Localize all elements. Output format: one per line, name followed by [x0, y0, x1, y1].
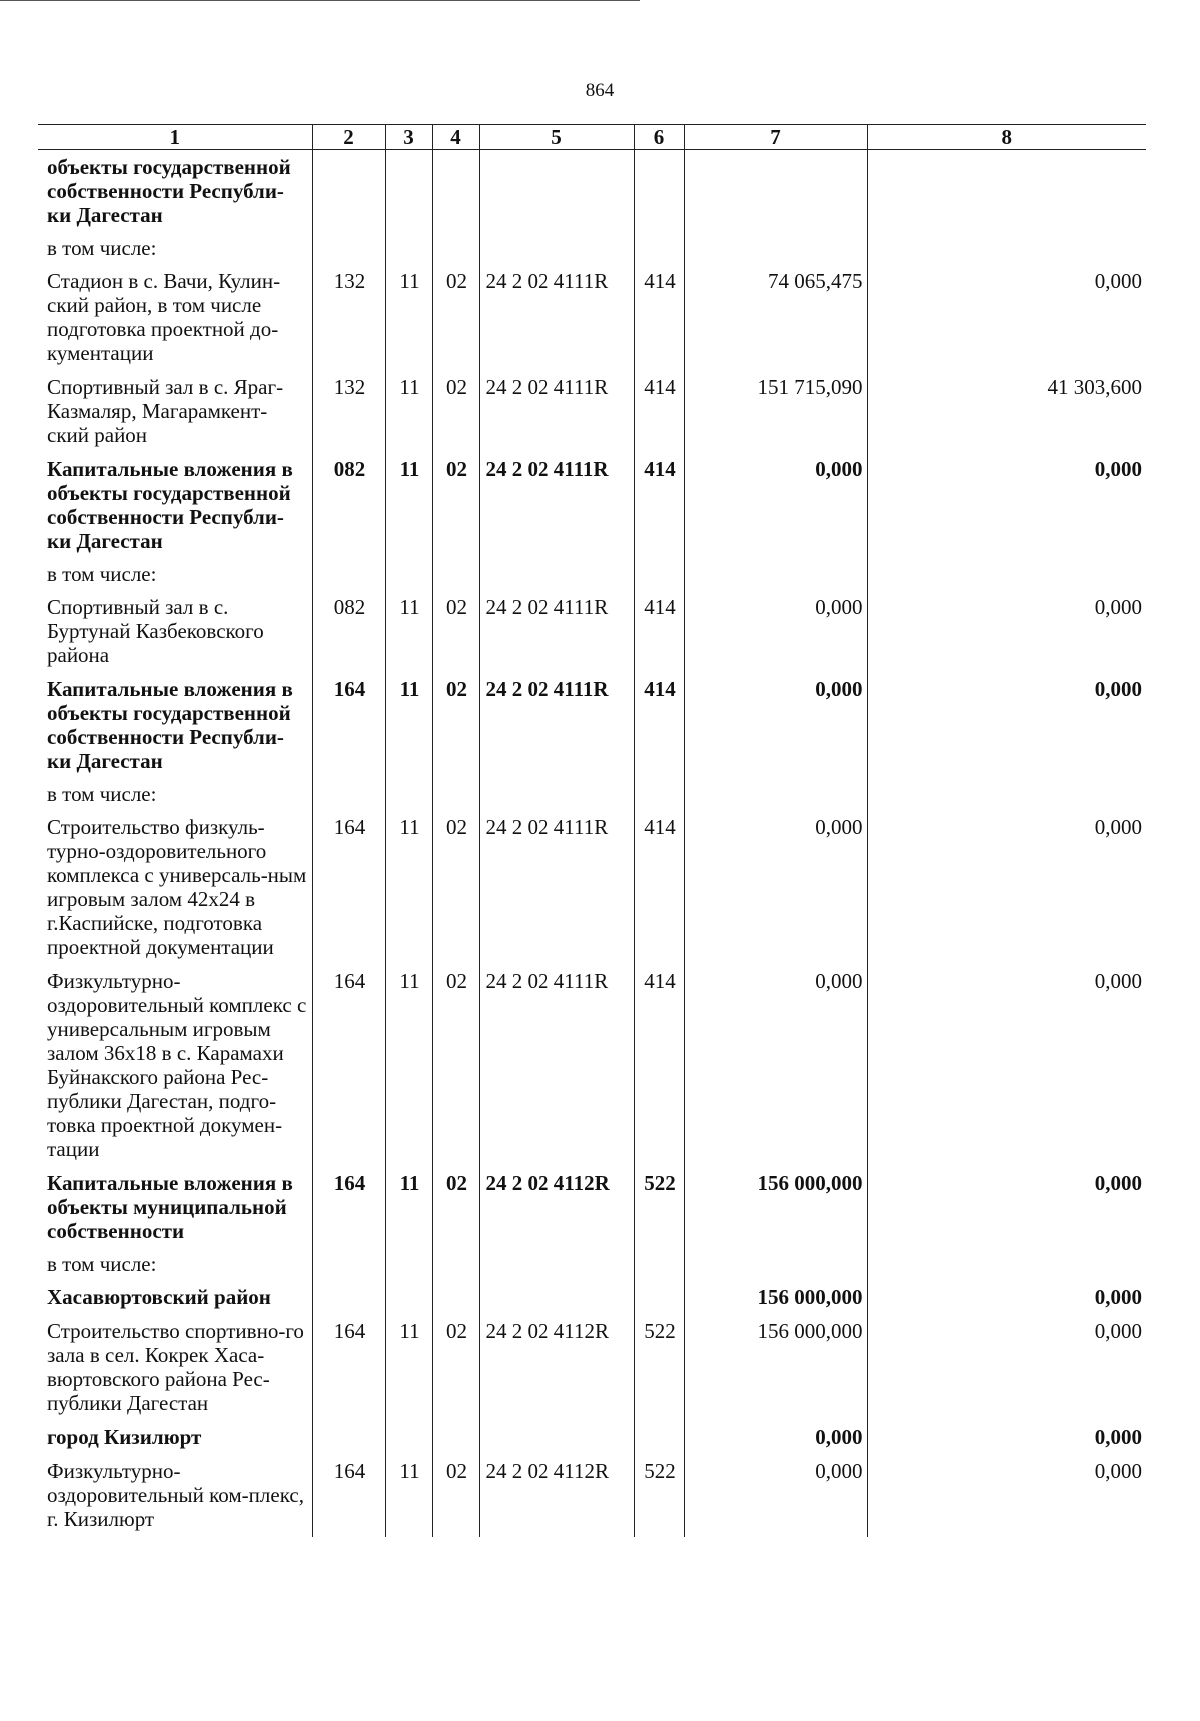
col3-cell: [385, 1420, 432, 1454]
col7-amount-cell: [684, 558, 867, 590]
column-header: 8: [867, 125, 1146, 150]
col4-cell: 02: [432, 672, 479, 778]
col5-cell: 24 2 02 4111R: [479, 590, 634, 672]
col3-cell: [385, 150, 432, 233]
col4-cell: [432, 1420, 479, 1454]
column-header: 1: [38, 125, 312, 150]
col6-cell: 414: [634, 810, 684, 964]
col6-cell: [634, 1420, 684, 1454]
col2-cell: 132: [312, 264, 385, 370]
col7-amount-cell: 0,000: [684, 590, 867, 672]
table-row: [38, 264, 1146, 370]
page-number: 864: [585, 80, 615, 101]
col7-amount-cell: 0,000: [684, 1420, 867, 1454]
col6-cell: [634, 1280, 684, 1314]
col2-cell: [312, 150, 385, 233]
col6-cell: 414: [634, 264, 684, 370]
col6-cell: 414: [634, 672, 684, 778]
col3-cell: [385, 1248, 432, 1280]
column-header: 4: [432, 125, 479, 150]
col2-cell: 164: [312, 964, 385, 1166]
col6-cell: 522: [634, 1166, 684, 1248]
table-row: [38, 672, 1146, 778]
col8-amount-cell: [867, 558, 1146, 590]
col8-amount-cell: 0,000: [867, 672, 1146, 778]
table-row: [38, 778, 1146, 810]
col4-cell: [432, 232, 479, 264]
col2-cell: 164: [312, 672, 385, 778]
col6-cell: [634, 1248, 684, 1280]
col7-amount-cell: 0,000: [684, 964, 867, 1166]
col6-cell: [634, 778, 684, 810]
table-row: [38, 1420, 1146, 1454]
col2-cell: 082: [312, 452, 385, 558]
col4-cell: 02: [432, 964, 479, 1166]
col6-cell: [634, 558, 684, 590]
col3-cell: 11: [385, 1314, 432, 1420]
table-row: [38, 1314, 1146, 1420]
row-name-cell: Спортивный зал в с. Яраг-Казмаляр, Магарамкент-ский район: [47, 375, 284, 447]
column-header: 2: [312, 125, 385, 150]
col3-cell: 11: [385, 452, 432, 558]
row-name-cell: в том числе:: [47, 562, 157, 586]
row-name-cell: в том числе:: [47, 236, 157, 260]
col7-amount-cell: [684, 1248, 867, 1280]
col8-amount-cell: 0,000: [867, 1166, 1146, 1248]
col5-cell: [479, 558, 634, 590]
column-header: 7: [684, 125, 867, 150]
col8-amount-cell: [867, 1248, 1146, 1280]
col4-cell: 02: [432, 810, 479, 964]
col8-amount-cell: [867, 232, 1146, 264]
col3-cell: 11: [385, 810, 432, 964]
col4-cell: 02: [432, 370, 479, 452]
row-name-cell: в том числе:: [47, 1252, 157, 1276]
col2-cell: [312, 558, 385, 590]
col2-cell: 164: [312, 1454, 385, 1537]
column-header: 6: [634, 125, 684, 150]
col6-cell: 414: [634, 590, 684, 672]
row-name-cell: Капитальные вложения в объекты муниципальной собственности: [47, 1171, 293, 1243]
col5-cell: 24 2 02 4111R: [479, 370, 634, 452]
col3-cell: 11: [385, 370, 432, 452]
row-name-cell: Физкультурно-оздоровительный комплекс с универсальным игровым залом 36х18 в с. Карамахи Буйнакского района Рес-публики Дагестан, подго-товка проектной докумен-тации: [47, 969, 307, 1161]
table-row: [38, 964, 1146, 1166]
table-header-row: [38, 125, 1146, 150]
col6-cell: 414: [634, 452, 684, 558]
column-header: 3: [385, 125, 432, 150]
row-name-cell: Хасавюртовский район: [47, 1285, 271, 1309]
col8-amount-cell: 0,000: [867, 264, 1146, 370]
col7-amount-cell: [684, 232, 867, 264]
table-row: [38, 150, 1146, 233]
col3-cell: [385, 232, 432, 264]
col5-cell: 24 2 02 4111R: [479, 810, 634, 964]
col3-cell: 11: [385, 590, 432, 672]
col6-cell: 414: [634, 370, 684, 452]
col4-cell: [432, 1280, 479, 1314]
col5-cell: 24 2 02 4112R: [479, 1166, 634, 1248]
row-name-cell: Капитальные вложения в объекты государственной собственности Республи-ки Дагестан: [47, 457, 293, 553]
col7-amount-cell: 156 000,000: [684, 1166, 867, 1248]
col5-cell: 24 2 02 4111R: [479, 964, 634, 1166]
col5-cell: 24 2 02 4112R: [479, 1314, 634, 1420]
col4-cell: [432, 778, 479, 810]
top-rule: [0, 0, 640, 1]
col8-amount-cell: 0,000: [867, 810, 1146, 964]
col3-cell: 11: [385, 964, 432, 1166]
col6-cell: 414: [634, 964, 684, 1166]
col8-amount-cell: 0,000: [867, 590, 1146, 672]
row-name-cell: объекты государственной собственности Республи-ки Дагестан: [47, 155, 291, 227]
row-name-cell: Стадион в с. Вачи, Кулин-ский район, в том числе подготовка проектной до-кументации: [47, 269, 281, 365]
row-name-cell: город Кизилюрт: [47, 1425, 202, 1449]
col3-cell: 11: [385, 1454, 432, 1537]
col7-amount-cell: 151 715,090: [684, 370, 867, 452]
col2-cell: 164: [312, 1314, 385, 1420]
col6-cell: [634, 232, 684, 264]
table-row: [38, 1454, 1146, 1537]
col8-amount-cell: [867, 150, 1146, 233]
col4-cell: [432, 558, 479, 590]
table-row: [38, 452, 1146, 558]
col8-amount-cell: 0,000: [867, 452, 1146, 558]
col4-cell: 02: [432, 590, 479, 672]
col8-amount-cell: 0,000: [867, 1280, 1146, 1314]
table-row: [38, 810, 1146, 964]
col4-cell: [432, 1248, 479, 1280]
col5-cell: [479, 1248, 634, 1280]
col7-amount-cell: 0,000: [684, 672, 867, 778]
col5-cell: [479, 1280, 634, 1314]
col8-amount-cell: 0,000: [867, 964, 1146, 1166]
col7-amount-cell: 0,000: [684, 1454, 867, 1537]
col3-cell: 11: [385, 672, 432, 778]
col2-cell: 164: [312, 810, 385, 964]
col3-cell: [385, 558, 432, 590]
table-row: [38, 1280, 1146, 1314]
col3-cell: 11: [385, 264, 432, 370]
col5-cell: [479, 778, 634, 810]
table-row: [38, 1248, 1146, 1280]
col2-cell: [312, 232, 385, 264]
col8-amount-cell: 41 303,600: [867, 370, 1146, 452]
col3-cell: [385, 1280, 432, 1314]
col2-cell: 082: [312, 590, 385, 672]
table-row: [38, 558, 1146, 590]
row-name-cell: Капитальные вложения в объекты государственной собственности Республи-ки Дагестан: [47, 677, 293, 773]
column-header: 5: [479, 125, 634, 150]
col7-amount-cell: [684, 778, 867, 810]
col2-cell: [312, 1248, 385, 1280]
col6-cell: 522: [634, 1454, 684, 1537]
table-row: [38, 1166, 1146, 1248]
row-name-cell: Физкультурно-оздоровительный ком-плекс, г. Кизилюрт: [47, 1459, 304, 1531]
table-row: [38, 370, 1146, 452]
col8-amount-cell: 0,000: [867, 1454, 1146, 1537]
col5-cell: [479, 150, 634, 233]
col7-amount-cell: 0,000: [684, 452, 867, 558]
row-name-cell: Спортивный зал в с. Буртунай Казбековского района: [47, 595, 264, 667]
col3-cell: [385, 778, 432, 810]
col4-cell: 02: [432, 1314, 479, 1420]
col5-cell: 24 2 02 4111R: [479, 672, 634, 778]
col5-cell: 24 2 02 4111R: [479, 452, 634, 558]
col2-cell: 132: [312, 370, 385, 452]
budget-table: [38, 124, 1146, 1537]
col7-amount-cell: 156 000,000: [684, 1280, 867, 1314]
row-name-cell: в том числе:: [47, 782, 157, 806]
col7-amount-cell: [684, 150, 867, 233]
col6-cell: 522: [634, 1314, 684, 1420]
table-body: [38, 150, 1146, 1538]
col3-cell: 11: [385, 1166, 432, 1248]
col2-cell: [312, 778, 385, 810]
col4-cell: 02: [432, 264, 479, 370]
table-row: [38, 590, 1146, 672]
col7-amount-cell: 0,000: [684, 810, 867, 964]
col7-amount-cell: 156 000,000: [684, 1314, 867, 1420]
col4-cell: 02: [432, 452, 479, 558]
row-name-cell: Строительство физкуль-турно-оздоровительного комплекса с универсаль-ным игровым залом 42х24 в г.Каспийске, подготовка проектной документации: [47, 815, 307, 959]
col4-cell: 02: [432, 1454, 479, 1537]
col6-cell: [634, 150, 684, 233]
col4-cell: [432, 150, 479, 233]
table-row: [38, 232, 1146, 264]
col5-cell: [479, 232, 634, 264]
col8-amount-cell: 0,000: [867, 1314, 1146, 1420]
row-name-cell: Строительство спортивно-го зала в сел. Кокрек Хаса-вюртовского района Рес-публики Дагестан: [47, 1319, 304, 1415]
col4-cell: 02: [432, 1166, 479, 1248]
col8-amount-cell: [867, 778, 1146, 810]
col2-cell: 164: [312, 1166, 385, 1248]
col2-cell: [312, 1280, 385, 1314]
col5-cell: 24 2 02 4112R: [479, 1454, 634, 1537]
col8-amount-cell: 0,000: [867, 1420, 1146, 1454]
col5-cell: 24 2 02 4111R: [479, 264, 634, 370]
col7-amount-cell: 74 065,475: [684, 264, 867, 370]
col2-cell: [312, 1420, 385, 1454]
col5-cell: [479, 1420, 634, 1454]
